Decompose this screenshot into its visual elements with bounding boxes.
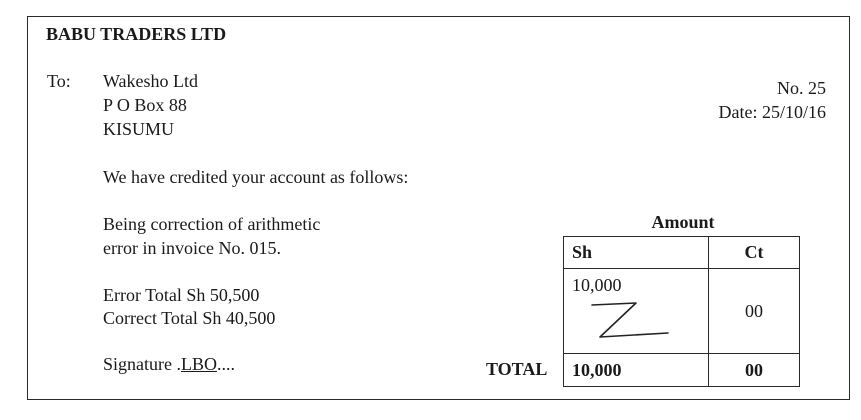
entry-sh-value: 10,000 <box>572 275 622 295</box>
signature-label: Signature . <box>103 354 181 374</box>
amount-total-row <box>564 354 800 387</box>
amount-heading: Amount <box>651 212 715 232</box>
error-total: Error Total Sh 50,500 <box>103 285 260 305</box>
amount-table <box>563 236 800 387</box>
signature-trail: .... <box>217 354 235 374</box>
intro-text: We have credited your account as follows: <box>103 167 409 187</box>
correct-total: Correct Total Sh 40,500 <box>103 308 276 328</box>
amount-entry-row <box>564 269 800 354</box>
note-number: No. 25 <box>777 78 826 98</box>
total-ct-cell: 00 <box>708 354 799 387</box>
company-name: BABU TRADERS LTD <box>46 24 227 44</box>
recipient-name: Wakesho Ltd <box>103 71 199 91</box>
signature-value: LBO <box>181 354 217 374</box>
signature-line <box>103 353 235 375</box>
description-line-1: Being correction of arithmetic <box>103 214 321 234</box>
amount-header-row <box>564 237 800 269</box>
recipient-town: KISUMU <box>103 119 175 139</box>
description-line-2: error in invoice No. 015. <box>103 238 281 258</box>
recipient-po-box: P O Box 88 <box>103 95 187 115</box>
z-cancel-mark-icon <box>584 299 676 343</box>
entry-sh-cell <box>564 269 709 354</box>
column-header-sh: Sh <box>564 237 709 269</box>
total-sh-cell: 10,000 <box>564 354 709 387</box>
entry-ct-cell: 00 <box>708 269 799 354</box>
to-label: To: <box>47 71 71 91</box>
total-label: TOTAL <box>486 359 548 379</box>
note-date: Date: 25/10/16 <box>718 102 826 122</box>
column-header-ct: Ct <box>708 237 799 269</box>
